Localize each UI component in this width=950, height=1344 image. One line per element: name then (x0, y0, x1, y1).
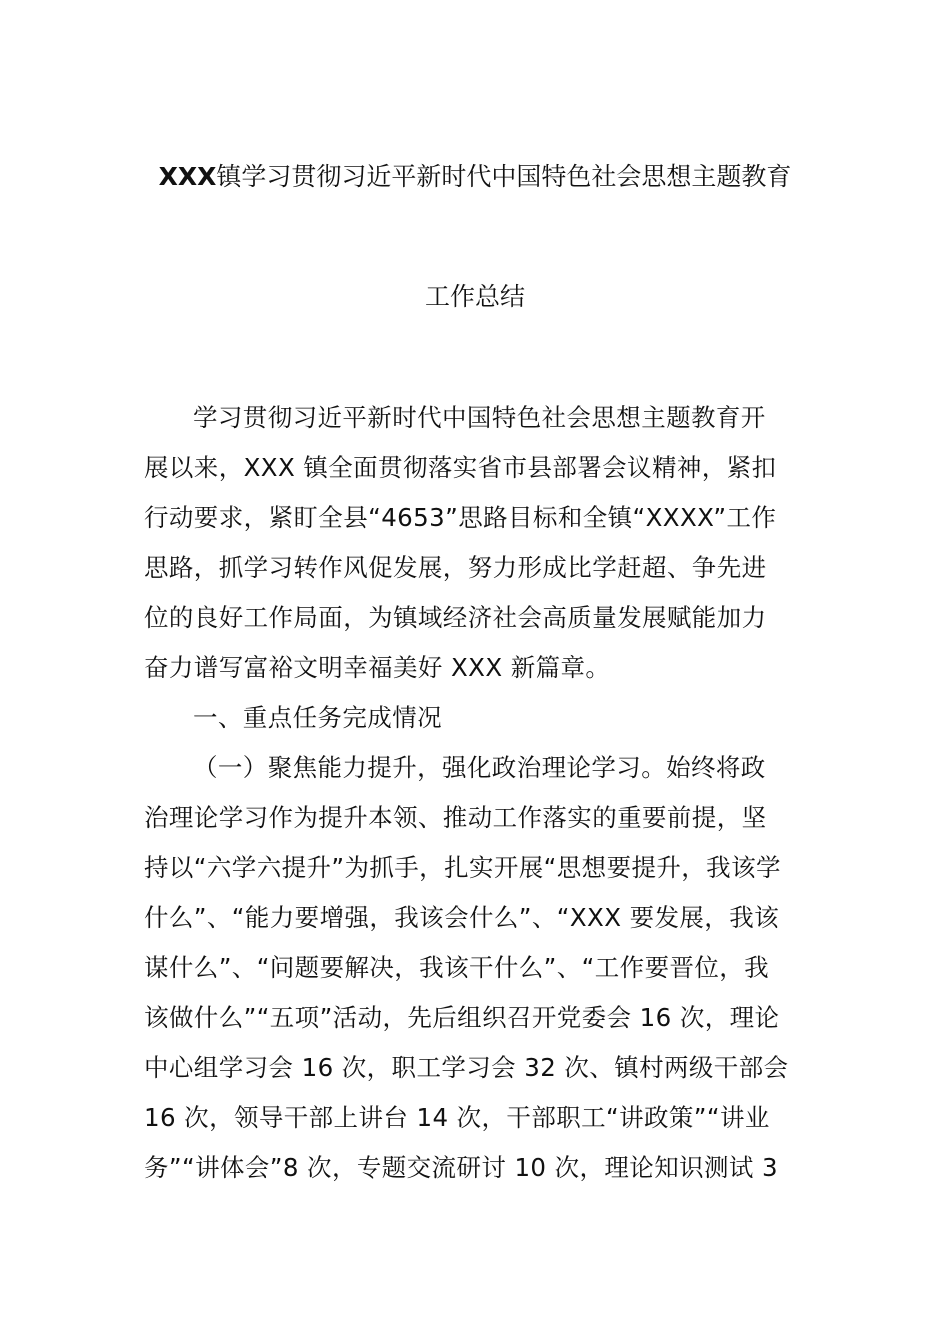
paragraph-1-line-4: 思路，抓学习转作风促发展，努力形成比学赶超、争先进 (144, 553, 767, 582)
paragraph-3-line-5: 谋什么”、“问题要解决，我该干什么”、“工作要晋位，我 (144, 953, 770, 982)
paragraph-1-line-5: 位的良好工作局面，为镇域经济社会高质量发展赋能加力 (144, 603, 767, 632)
paragraph-3-line-3: 持以“六学六提升”为抓手，扎实开展“思想要提升，我该学 (144, 853, 781, 882)
paragraph-3-line-6: 该做什么”“五项”活动，先后组织召开党委会 16 次，理论 (144, 1003, 780, 1032)
paragraph-3-line-1: （一）聚焦能力提升，强化政治理论学习。始终将政 (193, 753, 766, 782)
document-title-line-1 (0, 160, 950, 194)
paragraph-1-line-2: 展以来，XXX 镇全面贯彻落实省市县部署会议精神，紧扣 (144, 453, 777, 482)
paragraph-3-line-9: 务”“讲体会”8 次，专题交流研讨 10 次，理论知识测试 3 (144, 1153, 778, 1182)
document-body (144, 393, 808, 1193)
paragraph-3-line-4: 什么”、“能力要增强，我该会什么”、“XXX 要发展，我该 (144, 903, 780, 932)
paragraph-1-line-1: 学习贯彻习近平新时代中国特色社会思想主题教育开 (193, 403, 766, 432)
document-title-line-2: 工作总结 (424, 282, 525, 311)
title-town-name: XXX (158, 162, 217, 191)
section-heading: 一、重点任务完成情况 (193, 703, 442, 732)
title-main-text: 镇学习贯彻习近平新时代中国特色社会思想主题教育 (216, 162, 792, 191)
paragraph-1-line-6: 奋力谱写富裕文明幸福美好 XXX 新篇章。 (144, 653, 611, 682)
paragraph-3-line-7: 中心组学习会 16 次，职工学习会 32 次、镇村两级干部会 (144, 1053, 789, 1082)
paragraph-1-line-3: 行动要求，紧盯全县“4653”思路目标和全镇“XXXX”工作 (144, 503, 777, 532)
paragraph-3-line-8: 16 次，领导干部上讲台 14 次，干部职工“讲政策”“讲业 (144, 1103, 770, 1132)
paragraph-3-line-2: 治理论学习作为提升本领、推动工作落实的重要前提，坚 (144, 803, 767, 832)
